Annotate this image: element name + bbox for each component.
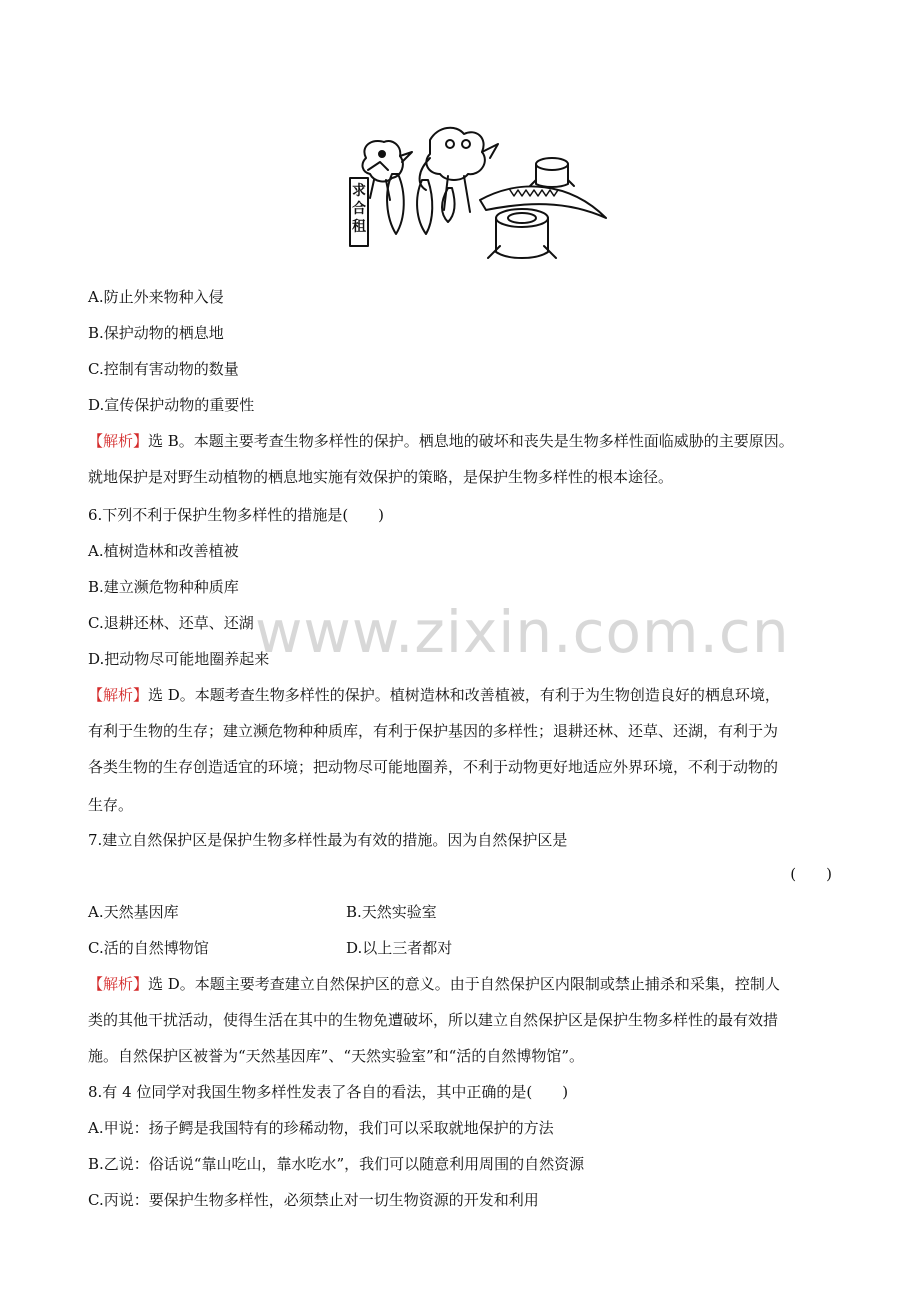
q5-option-a: A.防止外来物种入侵 bbox=[88, 288, 224, 306]
cartoon-illustration bbox=[330, 118, 620, 268]
q6-analysis-line-1: 【解析】选 D。本题考查生物多样性的保护。植树造林和改善植被，有利于为生物创造良好的栖息环境， bbox=[88, 686, 780, 704]
q6-option-b: B.建立濒危物种种质库 bbox=[88, 578, 239, 596]
q7-option-b: B.天然实验室 bbox=[346, 903, 437, 921]
q6-analysis-line-2: 有利于生物的生存；建立濒危物种种质库，有利于保护基因的多样性；退耕还林、还草、还湖，有利于为 bbox=[88, 722, 779, 740]
q6-analysis-label: 【解析】 bbox=[88, 686, 149, 704]
q5-analysis-label: 【解析】 bbox=[88, 432, 149, 450]
q7-option-d: D.以上三者都对 bbox=[346, 939, 453, 957]
q8-option-c: C.丙说：要保护生物多样性，必须禁止对一切生物资源的开发和利用 bbox=[88, 1191, 539, 1209]
cartoon-birds-stumps-saw-icon bbox=[330, 118, 620, 268]
q7-analysis-line-3: 施。自然保护区被誉为“天然基因库”、“天然实验室”和“活的自然博物馆”。 bbox=[88, 1047, 585, 1065]
q7-option-a: A.天然基因库 bbox=[88, 903, 179, 921]
q6-stem: 6.下列不利于保护生物多样性的措施是( ) bbox=[88, 506, 385, 524]
q6-option-d: D.把动物尽可能地圈养起来 bbox=[88, 650, 270, 668]
q7-analysis-line-2: 类的其他干扰活动，使得生活在其中的生物免遭破坏，所以建立自然保护区是保护生物多样性的最有效措 bbox=[88, 1011, 779, 1029]
q5-analysis-line-2: 就地保护是对野生动植物的栖息地实施有效保护的策略，是保护生物多样性的根本途径。 bbox=[88, 468, 674, 486]
q6-option-a: A.植树造林和改善植被 bbox=[88, 542, 239, 560]
sign-text: 求合租 bbox=[352, 183, 366, 235]
q5-option-c: C.控制有害动物的数量 bbox=[88, 360, 239, 378]
q7-answer-bracket: ( ) bbox=[790, 865, 832, 883]
q8-option-a: A.甲说：扬子鳄是我国特有的珍稀动物，我们可以采取就地保护的方法 bbox=[88, 1119, 554, 1137]
q8-stem: 8.有 4 位同学对我国生物多样性发表了各自的看法，其中正确的是( ) bbox=[88, 1083, 569, 1101]
q5-option-b: B.保护动物的栖息地 bbox=[88, 324, 224, 342]
q8-option-b: B.乙说：俗话说“靠山吃山，靠水吃水”，我们可以随意利用周围的自然资源 bbox=[88, 1155, 585, 1173]
watermark: www.zixin.com.cn bbox=[255, 598, 790, 666]
q5-analysis-line-1: 【解析】选 B。本题主要考查生物多样性的保护。栖息地的破坏和丧失是生物多样性面临威胁的主要原因。 bbox=[88, 432, 794, 450]
q6-option-c: C.退耕还林、还草、还湖 bbox=[88, 614, 254, 632]
q7-option-c: C.活的自然博物馆 bbox=[88, 939, 209, 957]
q6-analysis-line-3: 各类生物的生存创造适宜的环境；把动物尽可能地圈养，不利于动物更好地适应外界环境，不利于动物的 bbox=[88, 758, 779, 776]
q7-analysis-label: 【解析】 bbox=[88, 975, 149, 993]
q7-analysis-line-1: 【解析】选 D。本题主要考查建立自然保护区的意义。由于自然保护区内限制或禁止捕杀和采集，控制人 bbox=[88, 975, 780, 993]
q6-analysis-line-4: 生存。 bbox=[88, 796, 134, 814]
q7-stem: 7.建立自然保护区是保护生物多样性最为有效的措施。因为自然保护区是 bbox=[88, 831, 568, 849]
q5-option-d: D.宣传保护动物的重要性 bbox=[88, 396, 255, 414]
